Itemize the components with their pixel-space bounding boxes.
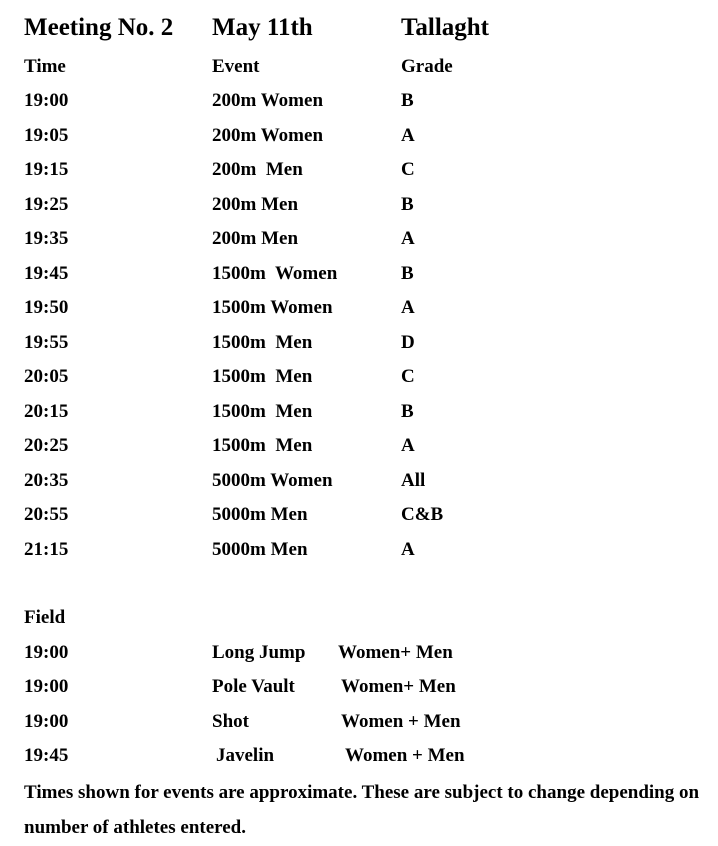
field-row bbox=[0, 707, 718, 737]
row-time: 19:45 bbox=[24, 262, 69, 284]
row-grade: A bbox=[401, 124, 415, 146]
track-row bbox=[0, 86, 718, 116]
field-row bbox=[0, 741, 718, 771]
row-grade: All bbox=[401, 469, 426, 491]
row-grade: A bbox=[401, 228, 415, 249]
row-time: 19:45 bbox=[24, 745, 69, 766]
row-event: 1500m Women bbox=[212, 262, 338, 284]
field-row bbox=[0, 672, 718, 702]
row-time: 19:35 bbox=[24, 228, 69, 249]
track-row bbox=[0, 155, 718, 185]
field-section-label: Field bbox=[24, 607, 66, 628]
row-grade: A bbox=[401, 435, 415, 456]
track-row bbox=[0, 466, 718, 496]
row-event: 200m Men bbox=[212, 193, 299, 215]
row-event: 1500m Men bbox=[212, 331, 313, 353]
row-event: 200m Men bbox=[212, 228, 299, 249]
field-row bbox=[0, 638, 718, 668]
row-grade: C bbox=[401, 366, 415, 387]
time-column-header: Time bbox=[24, 56, 66, 77]
row-event: 200m Women bbox=[212, 124, 324, 146]
row-time: 20:05 bbox=[24, 366, 69, 387]
row-category: Women+ Men bbox=[341, 676, 456, 697]
row-time: 19:00 bbox=[24, 676, 69, 697]
row-event: 1500m Men bbox=[212, 435, 313, 456]
track-row bbox=[0, 500, 718, 530]
row-event: Javelin bbox=[216, 745, 275, 766]
row-time: 20:25 bbox=[24, 435, 69, 456]
row-category: Women + Men bbox=[345, 745, 465, 766]
track-row bbox=[0, 121, 718, 151]
row-event: 5000m Women bbox=[212, 469, 333, 491]
row-time: 21:15 bbox=[24, 538, 69, 560]
track-row bbox=[0, 190, 718, 220]
row-time: 19:00 bbox=[24, 711, 69, 732]
row-event: 1500m Men bbox=[212, 366, 313, 387]
meeting-number: Meeting No. 2 bbox=[24, 14, 174, 41]
track-column-headers bbox=[0, 52, 718, 82]
row-event: 200m Men bbox=[212, 159, 303, 180]
meeting-date: May 11th bbox=[212, 14, 313, 41]
track-row bbox=[0, 362, 718, 392]
row-grade: B bbox=[401, 400, 414, 422]
row-event: 5000m Men bbox=[212, 538, 308, 560]
row-grade: C bbox=[401, 159, 415, 180]
row-time: 19:00 bbox=[24, 642, 69, 663]
track-row bbox=[0, 259, 718, 289]
row-time: 20:15 bbox=[24, 400, 69, 422]
track-row bbox=[0, 431, 718, 461]
track-row bbox=[0, 535, 718, 565]
row-grade: A bbox=[401, 538, 415, 560]
row-grade: B bbox=[401, 262, 414, 284]
track-row bbox=[0, 397, 718, 427]
row-category: Women+ Men bbox=[338, 642, 453, 663]
row-grade: D bbox=[401, 331, 415, 353]
row-time: 19:15 bbox=[24, 159, 69, 180]
row-event: 1500m Men bbox=[212, 400, 313, 422]
row-time: 20:35 bbox=[24, 469, 69, 491]
row-time: 19:05 bbox=[24, 124, 69, 146]
row-time: 19:55 bbox=[24, 331, 69, 353]
row-event: 1500m Women bbox=[212, 297, 333, 318]
row-time: 19:25 bbox=[24, 193, 69, 215]
row-event: 5000m Men bbox=[212, 504, 308, 525]
grade-column-header: Grade bbox=[401, 56, 453, 77]
row-grade: A bbox=[401, 297, 415, 318]
meeting-venue: Tallaght bbox=[401, 14, 490, 41]
row-grade: B bbox=[401, 193, 414, 215]
row-time: 20:55 bbox=[24, 504, 69, 525]
event-column-header: Event bbox=[212, 56, 260, 77]
track-row bbox=[0, 224, 718, 254]
row-event: Long Jump bbox=[212, 642, 306, 663]
row-event: Pole Vault bbox=[212, 676, 295, 697]
row-grade: B bbox=[401, 90, 414, 111]
row-time: 19:00 bbox=[24, 90, 69, 111]
track-row bbox=[0, 328, 718, 358]
row-time: 19:50 bbox=[24, 297, 69, 318]
row-grade: C&B bbox=[401, 504, 444, 525]
schedule-note: Times shown for events are approximate. These are subject to change depending on number of athletes entered. bbox=[24, 782, 700, 838]
row-event: 200m Women bbox=[212, 90, 324, 111]
row-category: Women + Men bbox=[341, 711, 461, 732]
row-event: Shot bbox=[212, 711, 249, 732]
track-row bbox=[0, 293, 718, 323]
